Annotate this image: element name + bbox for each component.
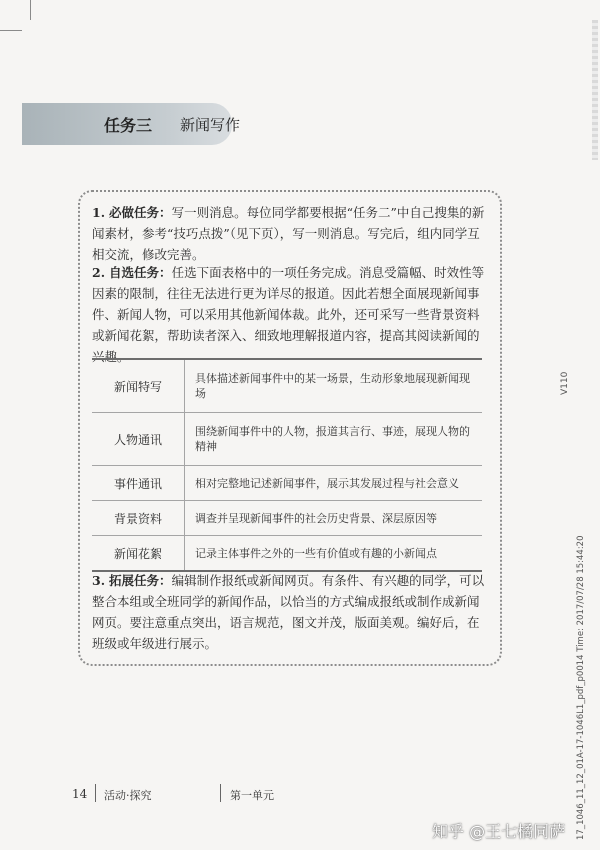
task-item — [92, 202, 488, 265]
table-row — [92, 501, 482, 536]
table-desc: 具体描述新闻事件中的某一场景，生动形象地展现新闻现场 — [185, 359, 483, 413]
page-number: 14 — [72, 787, 88, 801]
task-text: 编辑制作报纸或新闻网页。有条件、有兴趣的同学，可以整合本组或全班同学的新闻作品，以恰当的方式编成报纸或制作成新闻网页。要注意重点突出，语言规范，图文并茂，版面美观。编好后，在班级或年级进行展示。 — [92, 573, 485, 651]
table-term: 人物通讯 — [92, 413, 185, 466]
side-mark: V110 — [560, 371, 570, 395]
task-item — [92, 570, 488, 654]
table-row — [92, 536, 482, 572]
crop-mark-left — [0, 30, 22, 31]
table-term: 事件通讯 — [92, 466, 185, 501]
task-lead: 自选任务： — [109, 265, 172, 280]
table-desc: 围绕新闻事件中的人物，报道其言行、事迹，展现人物的精神 — [185, 413, 483, 466]
footer-divider — [220, 784, 221, 802]
task-number: 2. — [92, 265, 106, 280]
table-desc: 调查并呈现新闻事件的社会历史背景、深层原因等 — [185, 501, 483, 536]
watermark: 知乎 @王七橘同萨 — [432, 822, 566, 841]
task-item — [92, 262, 488, 367]
table-row — [92, 413, 482, 466]
table-row — [92, 359, 482, 413]
footer-unit: 第一单元 — [230, 789, 274, 802]
table-row — [92, 466, 482, 501]
footer-divider — [95, 784, 96, 802]
task-number: 1. — [92, 205, 106, 220]
task-text: 写一则消息。每位同学都要根据“任务二”中自己搜集的新闻素材，参考“技巧点拨”（见下页），写一则消息。写完后，组内同学互相交流，修改完善。 — [92, 205, 485, 262]
footer-section: 活动·探究 — [104, 789, 152, 802]
task-lead: 必做任务： — [109, 205, 172, 220]
table-desc: 相对完整地记述新闻事件，展示其发展过程与社会意义 — [185, 466, 483, 501]
table-desc: 记录主体事件之外的一些有价值或有趣的小新闻点 — [185, 536, 483, 572]
table-term: 新闻特写 — [92, 359, 185, 413]
task-lead: 拓展任务： — [109, 573, 172, 588]
task-number: 3. — [92, 573, 106, 588]
print-info: 17_1046_11_12_01A-17-1046L1_pdf_p0014 Time: 2017/07/28 15:44:20 — [576, 535, 586, 840]
crop-mark-top — [30, 0, 31, 20]
task-text: 任选下面表格中的一项任务完成。消息受篇幅、时效性等因素的限制，往往无法进行更为详尽的报道。因此若想全面展现新闻事件、新闻人物，可以采用其他新闻体裁。此外，还可采写一些背景资料或新闻花絮，帮助读者深入、细致地理解报道内容，提高其阅读新闻的兴趣。 — [92, 265, 485, 364]
edge-color-strip — [592, 20, 598, 160]
table-term: 新闻花絮 — [92, 536, 185, 572]
table-term: 背景资料 — [92, 501, 185, 536]
news-types-table — [92, 358, 482, 572]
task-label: 任务三 — [104, 116, 153, 135]
task-title: 新闻写作 — [180, 116, 241, 134]
